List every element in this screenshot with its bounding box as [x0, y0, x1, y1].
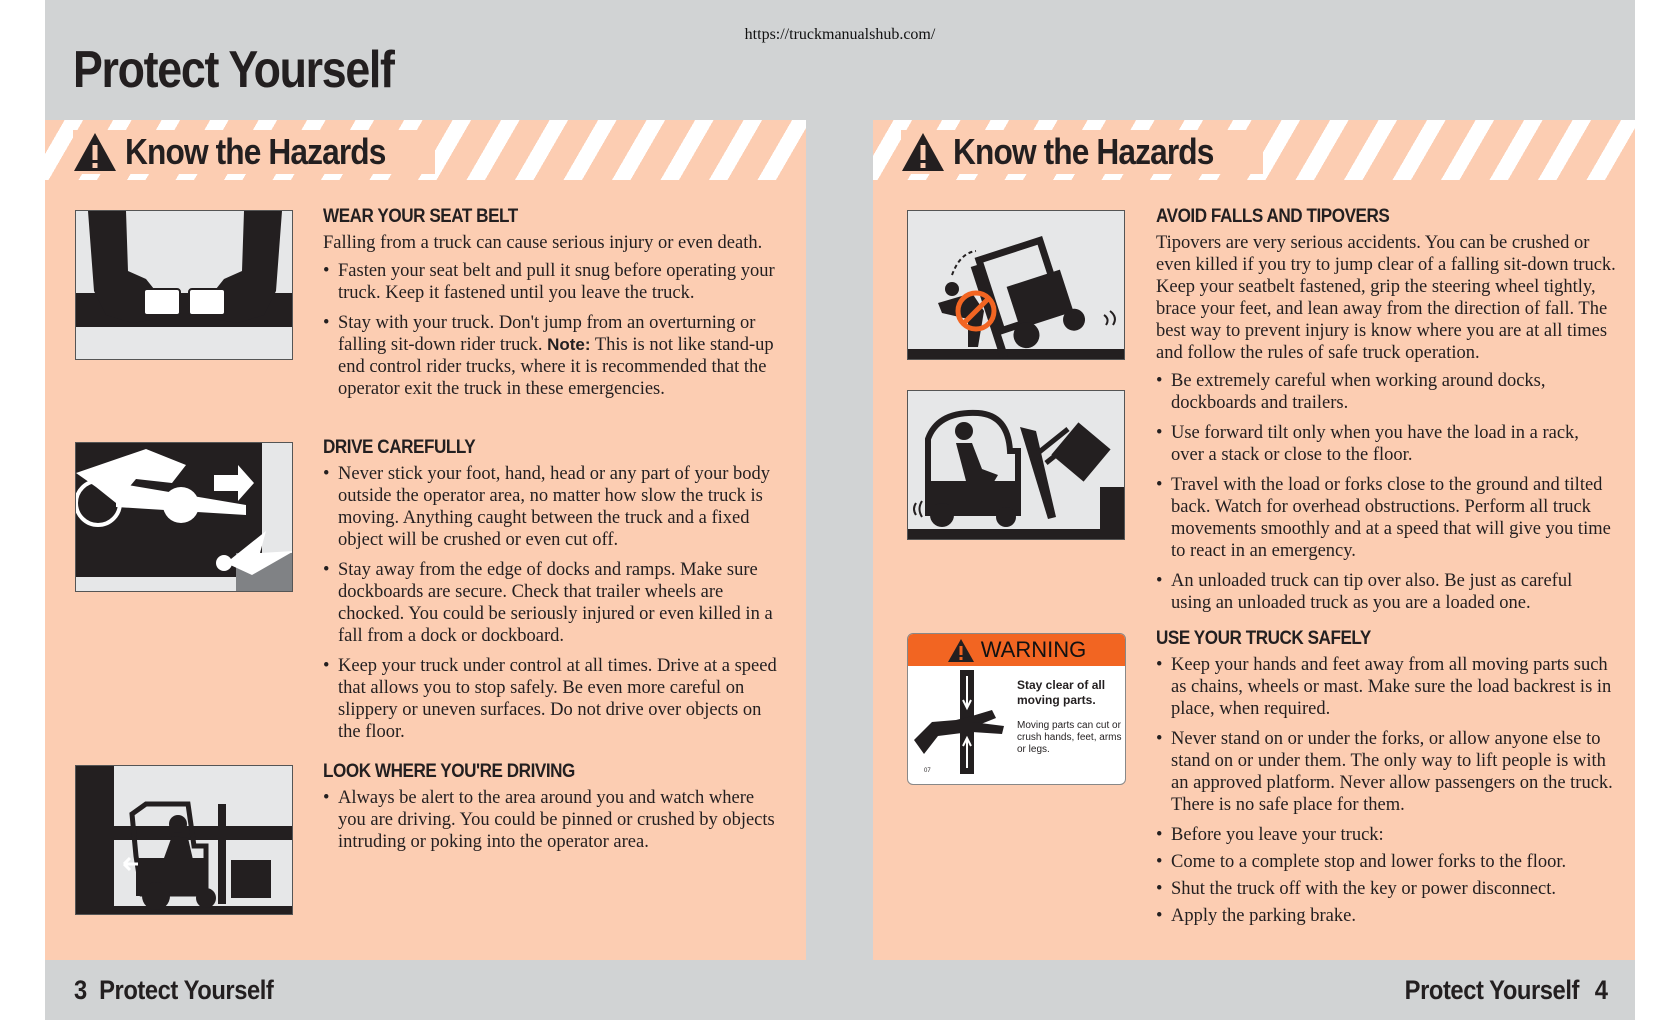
bullet-item: • Fasten your seat belt and pull it snug before operating your truck. Keep it fastened until you leave the truck.: [323, 260, 783, 304]
section-intro: Tipovers are very serious accidents. You can be crushed or even killed if you try to jump clear of a falling sit-down truck. Keep your seatbelt fastened, grip the steering wheel tightly, brace your feet, and lean away from the direction of fall. The best way to prevent injury is know where you are at all times and follow the rules of safe truck operation.: [1156, 233, 1616, 363]
body-outside-illustration: [75, 442, 293, 592]
footer-right: [1405, 975, 1608, 1006]
bullet-item: • Always be alert to the area around you and watch where you are driving. You could be pinned or crushed by objects intruding or poking into the operator area.: [323, 787, 783, 853]
footer-right-label: Protect Yourself: [1405, 975, 1580, 1005]
page-number-right: 4: [1595, 975, 1608, 1005]
page-title: Protect Yourself: [73, 41, 394, 99]
bullet-item: • Travel with the load or forks close to the ground and tilted back. Watch for overhead obstructions. Perform all truck movements smoothly and at a speed that will give you time to react in an emergency.: [1156, 474, 1616, 562]
left-panel-heading: [73, 130, 435, 174]
look-driving-illustration: [75, 765, 293, 915]
warning-triangle-icon: [901, 132, 945, 172]
right-panel-heading: [901, 130, 1263, 174]
note-text: This is not like stand-up end control rider trucks, where it is recommended that the operator exit the truck in these emergencies.: [338, 335, 774, 399]
bullet-item: • Never stand on or under the forks, or allow anyone else to stand on or under them. The only way to lift people is with an approved platform. Never allow passengers on the truck. There is no safe place for them.: [1156, 728, 1616, 816]
bullet-item: • Before you leave your truck:: [1156, 824, 1616, 846]
footer-left-label: Protect Yourself: [99, 975, 274, 1005]
section-title: USE YOUR TRUCK SAFELY: [1156, 628, 1371, 649]
bullet-item: • Be extremely careful when working around docks, dockboards and trailers.: [1156, 370, 1616, 414]
note-label: Note:: [547, 335, 591, 354]
warning-small-text: Moving parts can cut or crush hands, feet, arms or legs.: [1017, 720, 1122, 755]
warning-header-text: WARNING: [980, 637, 1087, 662]
section-drive-carefully: [323, 437, 783, 751]
section-title: LOOK WHERE YOU'RE DRIVING: [323, 761, 575, 782]
section-intro: Falling from a truck can cause serious injury or even death.: [323, 233, 763, 253]
bullet-item: • Use forward tilt only when you have the load in a rack, over a stack or close to the floor.: [1156, 422, 1616, 466]
bullet-text: Stay with your truck. Don't jump from an overturning or falling sit-down rider truck.: [338, 313, 756, 355]
forward-tilt-illustration: [907, 390, 1125, 540]
bullet-item: • Keep your hands and feet away from all moving parts such as chains, wheels or mast. Make sure the load backrest is in place, when required.: [1156, 654, 1616, 720]
section-look-where-driving: [323, 761, 783, 861]
section-use-truck-safely: [1156, 628, 1616, 932]
bullet-item: • Stay away from the edge of docks and ramps. Make sure dockboards are secure. Check that trailer wheels are chocked. You could be seriously injured or even killed in a fall from a dock or dockboard.: [323, 559, 783, 647]
warning-header: [908, 634, 1125, 666]
section-seat-belt: [323, 206, 783, 408]
warning-triangle-icon: [73, 132, 117, 172]
bullet-item: • An unloaded truck can tip over also. Be just as careful using an unloaded truck as you are a loaded one.: [1156, 570, 1616, 614]
warning-triangle-icon: [947, 638, 975, 663]
section-title: AVOID FALLS AND TIPOVERS: [1156, 206, 1390, 227]
bullet-item: • Shut the truck off with the key or power disconnect.: [1156, 878, 1616, 900]
bullet-item: • Come to a complete stop and lower forks to the floor.: [1156, 851, 1616, 873]
bullet-item: • Never stick your foot, hand, head or any part of your body outside the operator area, no matter how slow the truck is moving. Anything caught between the truck and a fixed object will be crushed or even cut off.: [323, 463, 783, 551]
warning-code: 07: [924, 768, 931, 774]
warning-label: [907, 633, 1126, 785]
page-number-left: 3: [74, 975, 87, 1005]
seat-belt-illustration: [75, 210, 293, 360]
tipover-illustration: [907, 210, 1125, 360]
section-title: DRIVE CAREFULLY: [323, 437, 476, 458]
footer-left: [74, 975, 273, 1006]
bullet-item: • Keep your truck under control at all times. Drive at a speed that allows you to stop safely. Be even more careful on slippery or uneven surfaces. Do not drive over objects on the floor.: [323, 655, 783, 743]
section-avoid-falls: [1156, 206, 1616, 622]
warning-bold-text: Stay clear of all moving parts.: [1017, 678, 1106, 707]
source-url[interactable]: https://truckmanualshub.com/: [744, 26, 936, 43]
bullet-item: • Apply the parking brake.: [1156, 905, 1616, 927]
bullet-item: [323, 312, 783, 400]
left-heading-text: Know the Hazards: [125, 131, 386, 172]
right-heading-text: Know the Hazards: [953, 131, 1214, 172]
section-title: WEAR YOUR SEAT BELT: [323, 206, 518, 227]
moving-parts-pictogram: [912, 670, 1012, 780]
